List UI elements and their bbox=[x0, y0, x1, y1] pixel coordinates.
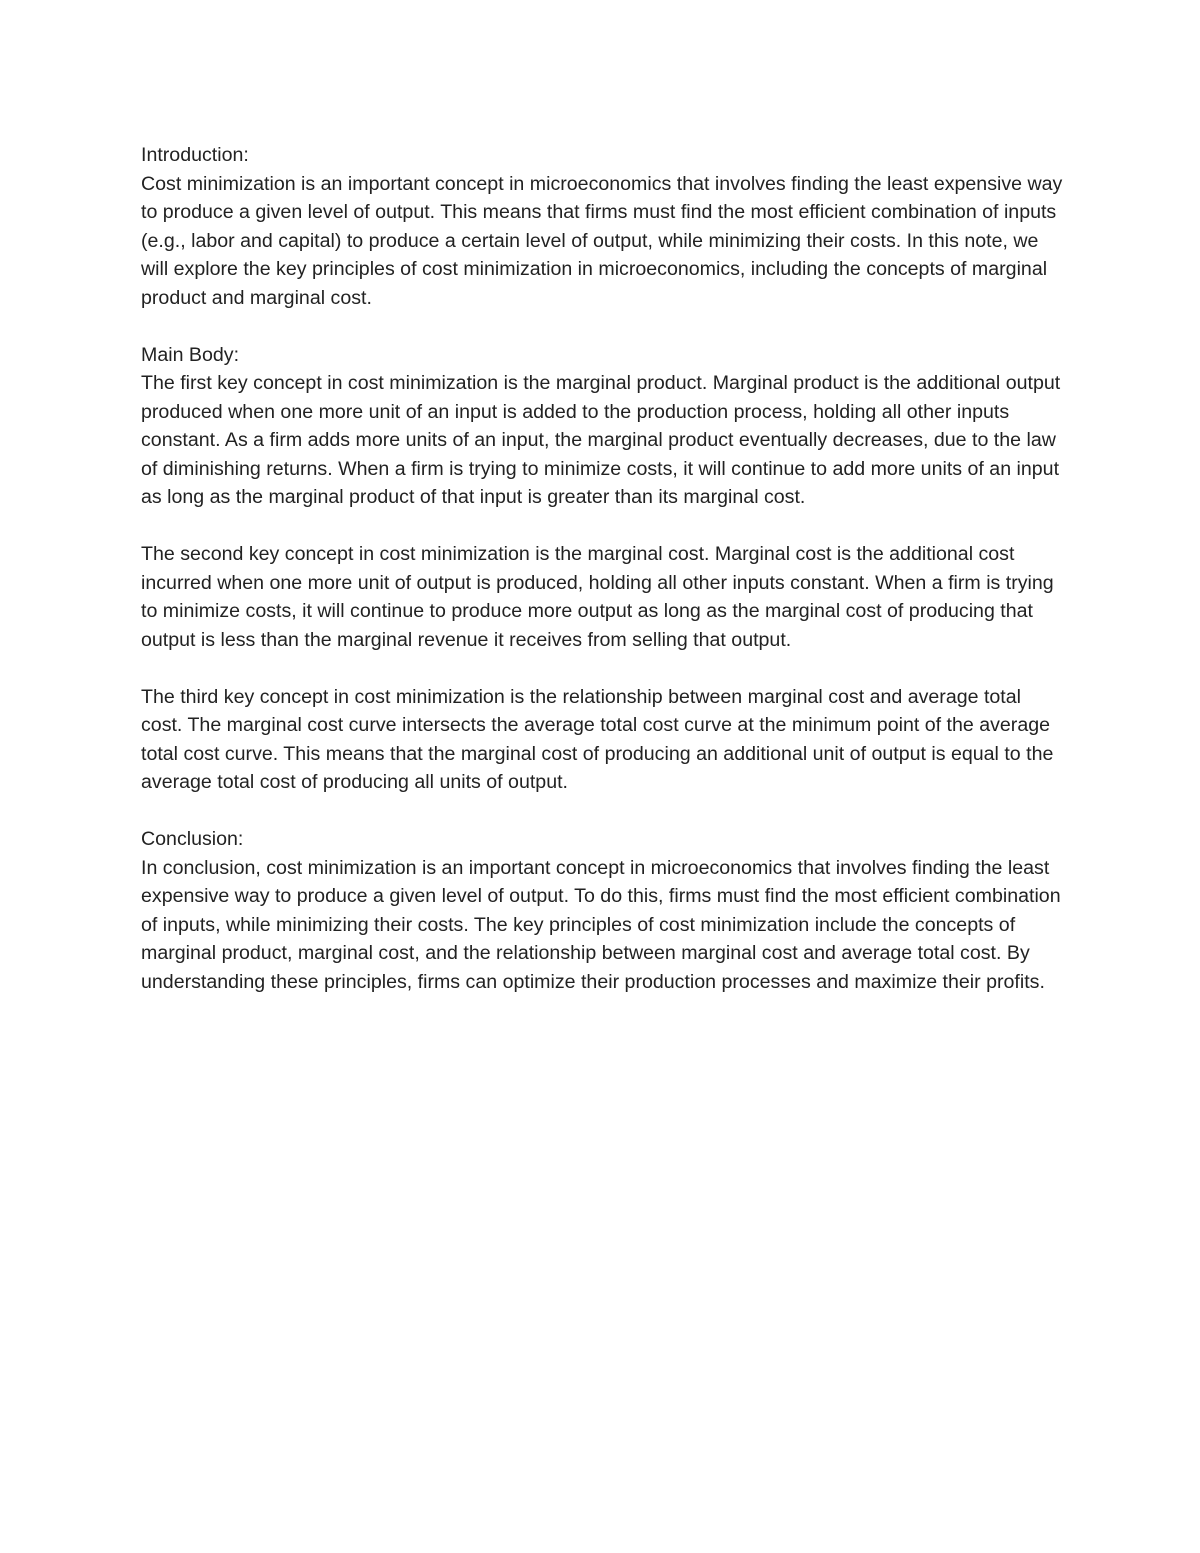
conclusion-heading: Conclusion: bbox=[141, 828, 244, 850]
introduction-paragraph: Cost minimization is an important concept in microeconomics that involves finding the least expensive way to produce a given level of output. This means that firms must find the most efficient combination of inputs (e.g., labor and capital) to produce a certain level of output, while minimizing their costs. In this note, we will explore the key principles of cost minimization in microeconomics, including the concepts of marginal product and marginal cost. bbox=[141, 172, 1063, 309]
conclusion-paragraph: In conclusion, cost minimization is an important concept in microeconomics that involves finding the least expensive way to produce a given level of output. To do this, firms must find the most efficient combination of inputs, while minimizing their costs. The key principles of cost minimization include the concepts of marginal product, marginal cost, and the relationship between marginal cost and average total cost. By understanding these principles, firms can optimize their production processes and maximize their profits. bbox=[141, 856, 1061, 993]
main-body-paragraph-1: The first key concept in cost minimization is the marginal product. Marginal product is the additional output produced when one more unit of an input is added to the production process, holding all other inputs constant. As a firm adds more units of an input, the marginal product eventually decreases, due to the law of diminishing returns. When a firm is trying to minimize costs, it will continue to add more units of an input as long as the marginal product of that input is greater than its marginal cost. bbox=[141, 372, 1061, 508]
introduction-heading: Introduction: bbox=[141, 144, 249, 166]
main-body-section bbox=[141, 341, 1066, 797]
conclusion-section bbox=[141, 825, 1066, 996]
main-body-paragraph-2: The second key concept in cost minimization is the marginal cost. Marginal cost is the additional cost incurred when one more unit of output is produced, holding all other inputs constant. When a firm is trying to minimize costs, it will continue to produce more output as long as the marginal cost of producing that output is less than the marginal revenue it receives from selling that output. bbox=[141, 543, 1054, 651]
introduction-section bbox=[141, 141, 1066, 312]
main-body-heading: Main Body: bbox=[141, 343, 240, 366]
main-body-paragraph-3: The third key concept in cost minimization is the relationship between marginal cost and average total cost. The marginal cost curve intersects the average total cost curve at the minimum point of the average total cost curve. This means that the marginal cost of producing an additional unit of output is equal to the average total cost of producing all units of output. bbox=[141, 685, 1054, 793]
document-body bbox=[141, 141, 1066, 1025]
